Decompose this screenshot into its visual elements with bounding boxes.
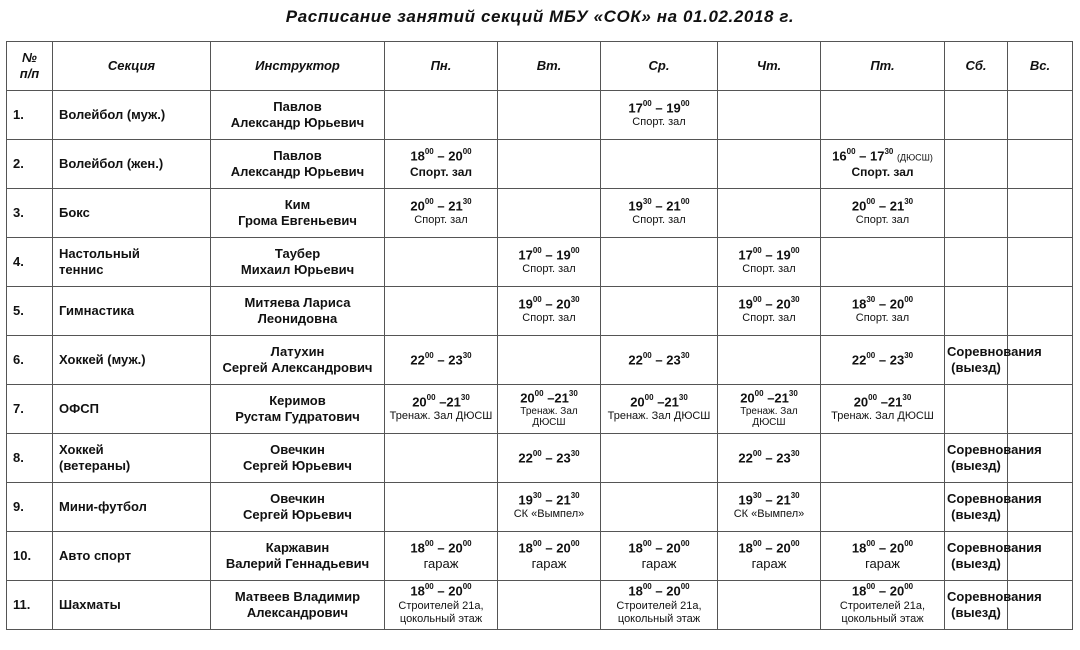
competition-note: Соревнования (выезд) bbox=[947, 490, 1042, 522]
schedule-cell-sat bbox=[945, 532, 1042, 581]
schedule-cell-thu bbox=[718, 385, 821, 434]
page-title: Расписание занятий секций МБУ «СОК» на 01.02.2018 г. bbox=[285, 7, 795, 26]
schedule-cell-mon bbox=[385, 483, 498, 532]
table-row bbox=[7, 385, 1073, 434]
table-row bbox=[7, 238, 1073, 287]
section-name: Шахматы bbox=[53, 581, 211, 630]
competition-note: Соревнования (выезд) bbox=[947, 588, 1042, 620]
time-range: $22^{00} - 23^{30}$ bbox=[851, 350, 914, 368]
time-range: $22^{00} - 23^{30}$ bbox=[738, 448, 800, 466]
time-range: $19^{30} - 21^{00}$ bbox=[628, 196, 690, 214]
time-range: $20^{00}$ $-21^{30}$ bbox=[412, 392, 470, 410]
table-row bbox=[7, 532, 1073, 581]
schedule-cell-sun bbox=[1008, 91, 1073, 140]
schedule-cell-sun bbox=[1008, 238, 1073, 287]
schedule-cell-fri bbox=[821, 532, 945, 581]
time-range: $18^{00} - 20^{00}$ bbox=[410, 538, 472, 555]
table-row bbox=[7, 189, 1073, 238]
schedule-cell-thu bbox=[718, 140, 821, 189]
header-day-mon: Пн. bbox=[385, 42, 498, 91]
time-range: $18^{00} - 20^{00}$ bbox=[628, 538, 690, 555]
schedule-cell-sat bbox=[945, 238, 1008, 287]
header-day-tue: Вт. bbox=[498, 42, 601, 91]
section-name: Бокс bbox=[53, 189, 211, 238]
schedule-cell-thu bbox=[718, 483, 821, 532]
schedule-cell-sat bbox=[945, 434, 1042, 483]
table-row bbox=[7, 287, 1073, 336]
row-number: 11. bbox=[7, 581, 53, 630]
time-range: $20^{00}$ $-21^{30}$ bbox=[630, 392, 688, 410]
venue: Тренаж. Зал ДЮСШ bbox=[607, 410, 711, 423]
time-range: $22^{00} - 23^{30}$ bbox=[518, 448, 580, 466]
schedule-cell-wed bbox=[601, 238, 718, 287]
venue: Тренаж. Зал ДЮСШ bbox=[831, 410, 934, 423]
section-name: Хоккей (ветераны) bbox=[53, 434, 211, 483]
row-number: 3. bbox=[7, 189, 53, 238]
time-range: $18^{30} - 20^{00}$ bbox=[851, 294, 914, 312]
schedule-cell-wed bbox=[601, 532, 718, 581]
section-name: Мини-футбол bbox=[53, 483, 211, 532]
schedule-cell-fri bbox=[821, 140, 945, 189]
instructor-name: Керимов Рустам Гудратович bbox=[211, 385, 385, 434]
venue: гараж bbox=[751, 556, 787, 572]
table-row bbox=[7, 581, 1073, 630]
time-range: $17^{00} - 19^{00}$ bbox=[628, 98, 690, 116]
schedule-cell-wed bbox=[601, 287, 718, 336]
venue: Спорт. зал bbox=[522, 312, 576, 325]
venue: гараж bbox=[423, 556, 459, 572]
schedule-cell-tue bbox=[498, 189, 601, 238]
section-name: Гимнастика bbox=[53, 287, 211, 336]
competition-note: Соревнования (выезд) bbox=[947, 343, 1042, 375]
schedule-body bbox=[7, 91, 1073, 630]
venue: Спорт. зал bbox=[742, 312, 796, 325]
schedule-cell-fri bbox=[821, 238, 945, 287]
venue: Спорт. зал bbox=[522, 263, 576, 276]
time-range: $18^{00} - 20^{00}$ bbox=[851, 581, 914, 599]
venue: Спорт. зал bbox=[632, 116, 686, 129]
row-number: 9. bbox=[7, 483, 53, 532]
time-range: $18^{00} - 20^{00}$ bbox=[410, 581, 472, 599]
schedule-cell-tue bbox=[498, 287, 601, 336]
schedule-cell-thu bbox=[718, 189, 821, 238]
venue: Спорт. зал bbox=[414, 214, 468, 227]
schedule-cell-sat bbox=[945, 581, 1042, 630]
time-range: $20^{00} - 21^{30}$ bbox=[851, 196, 914, 214]
schedule-cell-fri bbox=[821, 581, 945, 630]
section-name: Хоккей (муж.) bbox=[53, 336, 211, 385]
schedule-cell-thu bbox=[718, 434, 821, 483]
venue: Строителей 21а, цокольный этаж bbox=[616, 599, 702, 626]
schedule-cell-tue bbox=[498, 140, 601, 189]
time-range: $22^{00} - 23^{30}$ bbox=[628, 350, 690, 368]
venue: Спорт. зал bbox=[409, 164, 472, 179]
time-range: $17^{00} - 19^{00}$ bbox=[738, 245, 800, 263]
venue: гараж bbox=[531, 556, 567, 572]
venue: Строителей 21а, цокольный этаж bbox=[839, 599, 926, 626]
row-number: 4. bbox=[7, 238, 53, 287]
time-range: $20^{00}$ $-21^{30}$ bbox=[853, 392, 912, 410]
section-name: Настольный теннис bbox=[53, 238, 211, 287]
schedule-cell-sat bbox=[945, 91, 1008, 140]
header-instructor: Инструктор bbox=[211, 42, 385, 91]
venue: Тренаж. Зал ДЮСШ bbox=[740, 406, 798, 429]
instructor-name: Латухин Сергей Александрович bbox=[211, 336, 385, 385]
header-row bbox=[7, 42, 1073, 91]
venue: Спорт. зал bbox=[855, 214, 910, 227]
header-day-sun: Вс. bbox=[1008, 42, 1073, 91]
instructor-name: Павлов Александр Юрьевич bbox=[211, 91, 385, 140]
instructor-name: Митяева Лариса Леонидовна bbox=[211, 287, 385, 336]
schedule-cell-mon bbox=[385, 434, 498, 483]
schedule-cell-thu bbox=[718, 287, 821, 336]
row-number: 10. bbox=[7, 532, 53, 581]
time-range: $20^{00}$ $-21^{30}$ bbox=[740, 388, 798, 406]
row-number: 7. bbox=[7, 385, 53, 434]
schedule-cell-mon bbox=[385, 532, 498, 581]
venue: гараж bbox=[865, 556, 900, 572]
header-day-wed: Ср. bbox=[601, 42, 718, 91]
schedule-cell-sat bbox=[945, 385, 1008, 434]
time-range: $18^{00} - 20^{00}$ bbox=[738, 538, 800, 555]
schedule-cell-sun bbox=[1008, 189, 1073, 238]
time-range: $20^{00}$ $-21^{30}$ bbox=[520, 388, 578, 406]
schedule-cell-mon bbox=[385, 336, 498, 385]
schedule-cell-wed bbox=[601, 189, 718, 238]
venue: Спорт. зал bbox=[855, 312, 910, 325]
schedule-cell-wed bbox=[601, 385, 718, 434]
header-num: № п/п bbox=[7, 42, 53, 91]
schedule-cell-wed bbox=[601, 581, 718, 630]
schedule-cell-fri bbox=[821, 336, 945, 385]
schedule-cell-fri bbox=[821, 287, 945, 336]
schedule-cell-fri bbox=[821, 483, 945, 532]
schedule-cell-wed bbox=[601, 483, 718, 532]
table-row bbox=[7, 91, 1073, 140]
table-row bbox=[7, 140, 1073, 189]
venue: СК «Вымпел» bbox=[513, 508, 585, 521]
schedule-cell-thu bbox=[718, 532, 821, 581]
schedule-cell-tue bbox=[498, 91, 601, 140]
schedule-cell-tue bbox=[498, 581, 601, 630]
time-range: $17^{00} - 19^{00}$ bbox=[518, 245, 580, 263]
row-number: 8. bbox=[7, 434, 53, 483]
time-range: $19^{30} - 21^{30}$ bbox=[518, 490, 580, 508]
schedule-cell-mon bbox=[385, 189, 498, 238]
time-range: $18^{00} - 20^{00}$ bbox=[851, 538, 914, 555]
section-name: ОФСП bbox=[53, 385, 211, 434]
time-range: $19^{00} - 20^{30}$ bbox=[738, 294, 800, 312]
venue: Спорт. зал bbox=[742, 263, 796, 276]
header-day-sat: Сб. bbox=[945, 42, 1008, 91]
section-name: Волейбол (муж.) bbox=[53, 91, 211, 140]
instructor-name: Матвеев Владимир Александрович bbox=[211, 581, 385, 630]
schedule-cell-mon bbox=[385, 385, 498, 434]
venue: Тренаж. Зал ДЮСШ bbox=[389, 410, 493, 423]
row-number: 5. bbox=[7, 287, 53, 336]
competition-note: Соревнования (выезд) bbox=[947, 441, 1042, 473]
venue-note: (ДЮСШ) bbox=[897, 152, 933, 163]
schedule-cell-tue bbox=[498, 434, 601, 483]
schedule-cell-wed bbox=[601, 91, 718, 140]
schedule-cell-sun bbox=[1008, 287, 1073, 336]
time-range: $22^{00} - 23^{30}$ bbox=[410, 350, 472, 368]
venue: Спорт. зал bbox=[632, 214, 686, 227]
schedule-cell-wed bbox=[601, 434, 718, 483]
schedule-cell-thu bbox=[718, 91, 821, 140]
schedule-cell-tue bbox=[498, 532, 601, 581]
header-day-fri: Пт. bbox=[821, 42, 945, 91]
time-range: $19^{30} - 21^{30}$ bbox=[738, 490, 800, 508]
schedule-table bbox=[6, 41, 1073, 630]
schedule-cell-tue bbox=[498, 483, 601, 532]
schedule-cell-mon bbox=[385, 238, 498, 287]
time-range: $18^{00} - 20^{00}$ bbox=[628, 581, 690, 599]
schedule-cell-wed bbox=[601, 336, 718, 385]
schedule-cell-sun bbox=[1008, 385, 1073, 434]
venue: Тренаж. Зал ДЮСШ bbox=[520, 406, 578, 429]
schedule-cell-sat bbox=[945, 483, 1042, 532]
schedule-cell-thu bbox=[718, 581, 821, 630]
row-number: 1. bbox=[7, 91, 53, 140]
row-number: 6. bbox=[7, 336, 53, 385]
schedule-cell-thu bbox=[718, 336, 821, 385]
schedule-cell-sat bbox=[945, 189, 1008, 238]
schedule-cell-tue bbox=[498, 238, 601, 287]
instructor-name: Павлов Александр Юрьевич bbox=[211, 140, 385, 189]
schedule-cell-tue bbox=[498, 336, 601, 385]
venue: Спорт. зал bbox=[851, 164, 914, 179]
schedule-cell-mon bbox=[385, 581, 498, 630]
schedule-cell-mon bbox=[385, 287, 498, 336]
schedule-cell-mon bbox=[385, 91, 498, 140]
venue: гараж bbox=[641, 556, 677, 572]
header-section: Секция bbox=[53, 42, 211, 91]
schedule-cell-sat bbox=[945, 336, 1042, 385]
time-range: $16^{00} - 17^{30}$ (ДЮСШ) bbox=[832, 147, 933, 164]
schedule-cell-mon bbox=[385, 140, 498, 189]
instructor-name: Овечкин Сергей Юрьевич bbox=[211, 483, 385, 532]
schedule-cell-sat bbox=[945, 287, 1008, 336]
section-name: Авто спорт bbox=[53, 532, 211, 581]
schedule-cell-fri bbox=[821, 91, 945, 140]
schedule-cell-sun bbox=[1008, 140, 1073, 189]
table-row bbox=[7, 336, 1073, 385]
instructor-name: Ким Грома Евгеньевич bbox=[211, 189, 385, 238]
row-number: 2. bbox=[7, 140, 53, 189]
schedule-cell-thu bbox=[718, 238, 821, 287]
venue: Строителей 21а, цокольный этаж bbox=[398, 599, 484, 626]
instructor-name: Таубер Михаил Юрьевич bbox=[211, 238, 385, 287]
table-row bbox=[7, 434, 1073, 483]
instructor-name: Каржавин Валерий Геннадьевич bbox=[211, 532, 385, 581]
time-range: $20^{00} - 21^{30}$ bbox=[410, 196, 472, 214]
schedule-cell-fri bbox=[821, 434, 945, 483]
schedule-cell-fri bbox=[821, 189, 945, 238]
instructor-name: Овечкин Сергей Юрьевич bbox=[211, 434, 385, 483]
schedule-cell-wed bbox=[601, 140, 718, 189]
time-range: $19^{00} - 20^{30}$ bbox=[518, 294, 580, 312]
section-name: Волейбол (жен.) bbox=[53, 140, 211, 189]
time-range: $18^{00} - 20^{00}$ bbox=[410, 147, 472, 164]
competition-note: Соревнования (выезд) bbox=[947, 539, 1042, 571]
schedule-cell-fri bbox=[821, 385, 945, 434]
header-day-thu: Чт. bbox=[718, 42, 821, 91]
time-range: $18^{00} - 20^{00}$ bbox=[518, 538, 580, 555]
table-row bbox=[7, 483, 1073, 532]
venue: СК «Вымпел» bbox=[733, 508, 805, 521]
schedule-cell-tue bbox=[498, 385, 601, 434]
schedule-cell-sat bbox=[945, 140, 1008, 189]
